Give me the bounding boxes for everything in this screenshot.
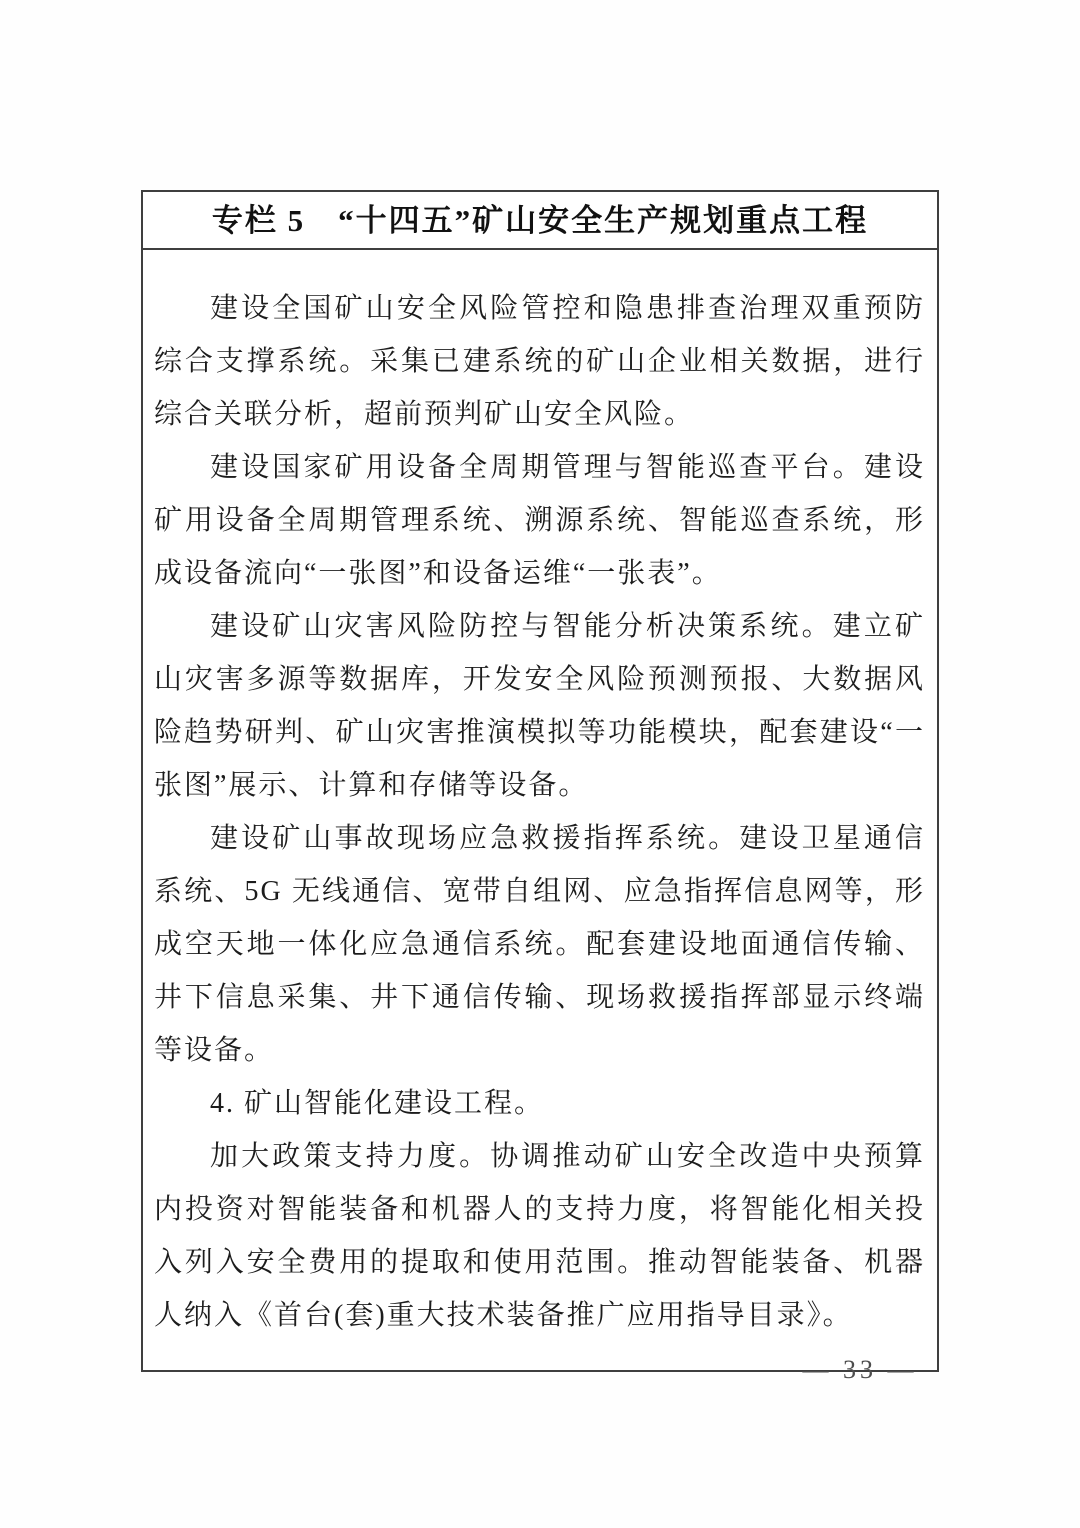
page-number: — 33 —: [802, 1355, 918, 1384]
paragraph-policy-support: 加大政策支持力度。协调推动矿山安全改造中央预算内投资对智能装备和机器人的支持力度，将智能化相关投入列入安全费用的提取和使用范围。推动智能装备、机器人纳入《首台(套)重大技术装备推广应用指导目录》。: [154, 1141, 925, 1331]
paragraph-emergency-rescue-system: 建设矿山事故现场应急救援指挥系统。建设卫星通信系统、5G 无线通信、宽带自组网、应急指挥信息网等，形成空天地一体化应急通信系统。配套建设地面通信传输、井下信息采集、井下通信传输、现场救援指挥部显示终端等设备。: [154, 823, 925, 1066]
paragraph-risk-prevention-system: 建设全国矿山安全风险管控和隐患排查治理双重预防综合支撑系统。采集已建系统的矿山企业相关数据，进行综合关联分析，超前预判矿山安全风险。: [154, 293, 925, 430]
key-projects-panel: [141, 190, 939, 1372]
panel-title: 专栏 5 “十四五”矿山安全生产规划重点工程: [143, 192, 937, 250]
panel-body: [143, 250, 937, 1370]
paragraph-disaster-analysis-system: 建设矿山灾害风险防控与智能分析决策系统。建立矿山灾害多源等数据库，开发安全风险预测预报、大数据风险趋势研判、矿山灾害推演模拟等功能模块，配套建设“一张图”展示、计算和存储等设备。: [154, 611, 925, 801]
paragraph-equipment-platform: 建设国家矿用设备全周期管理与智能巡查平台。建设矿用设备全周期管理系统、溯源系统、智能巡查系统，形成设备流向“一张图”和设备运维“一张表”。: [154, 452, 925, 589]
paragraph-item-4-heading: 4. 矿山智能化建设工程。: [210, 1088, 545, 1119]
